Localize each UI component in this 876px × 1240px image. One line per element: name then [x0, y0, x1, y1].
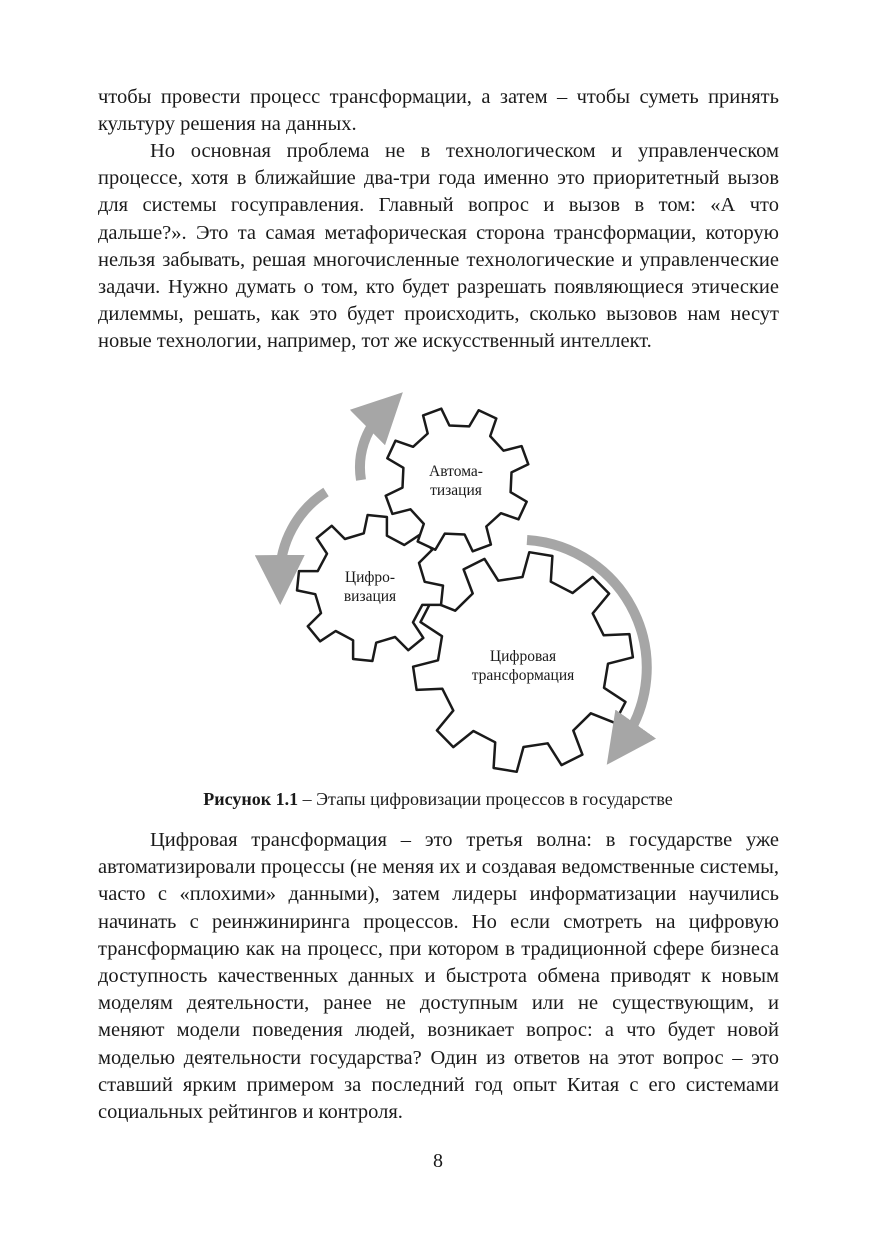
paragraph-2: Но основная проблема не в технологическом и управленческом процессе, хотя в ближайшие два-три года именно это приоритетный вызов для системы госуправления. Главный вопрос и вызов в том: «А что дальше?». Это та самая метафорическая сторона трансформации, которую нельзя забывать, решая многочисленные технологические и управленческие задачи. Нужно думать о том, кто будет разрешать появляющиеся этические дилеммы, решать, как это будет происходить, сколько вызовов нам несут новые технологии, например, тот же искусственный интеллект.: [98, 140, 779, 353]
gears-diagram: [0, 390, 876, 785]
gear-transformation-label: Цифровая трансформация: [471, 648, 575, 684]
caption-label: Рисунок 1.1: [203, 789, 299, 809]
paragraph-1: чтобы провести процесс трансформации, а затем – чтобы суметь принять культуру решения на данных.: [98, 86, 779, 136]
page-number: 8: [433, 1150, 443, 1172]
figure-caption: [0, 787, 876, 811]
figure-gears: [0, 390, 876, 785]
caption-text: – Этапы цифровизации процессов в государстве: [298, 789, 673, 809]
gear-automation-label: Автома- тизация: [429, 463, 483, 499]
paragraph-3: Цифровая трансформация – это третья волна: в государстве уже автоматизировали процессы (не меняя их и создавая ведомственные системы, часто с «плохими» данными), затем лидеры информатизации научились начинать с реинжиниринга процессов. Но если смотреть на цифровую трансформацию как на процесс, при котором в традиционной сфере бизнеса доступность качественных данных и быстрота обмена приводят к новым моделям деятельности, ранее не доступным или не существующим, и меняют модели поведения людей, возникает вопрос: а что будет новой моделью деятельности государства? Один из ответов на этот вопрос – это ставший ярким примером за последний год опыт Китая с его системами социальных рейтингов и контроля.: [98, 829, 779, 1124]
gear-digitization-label: Цифро- визация: [343, 569, 397, 605]
arrow-left: [280, 492, 326, 577]
arrow-top: [360, 412, 383, 480]
